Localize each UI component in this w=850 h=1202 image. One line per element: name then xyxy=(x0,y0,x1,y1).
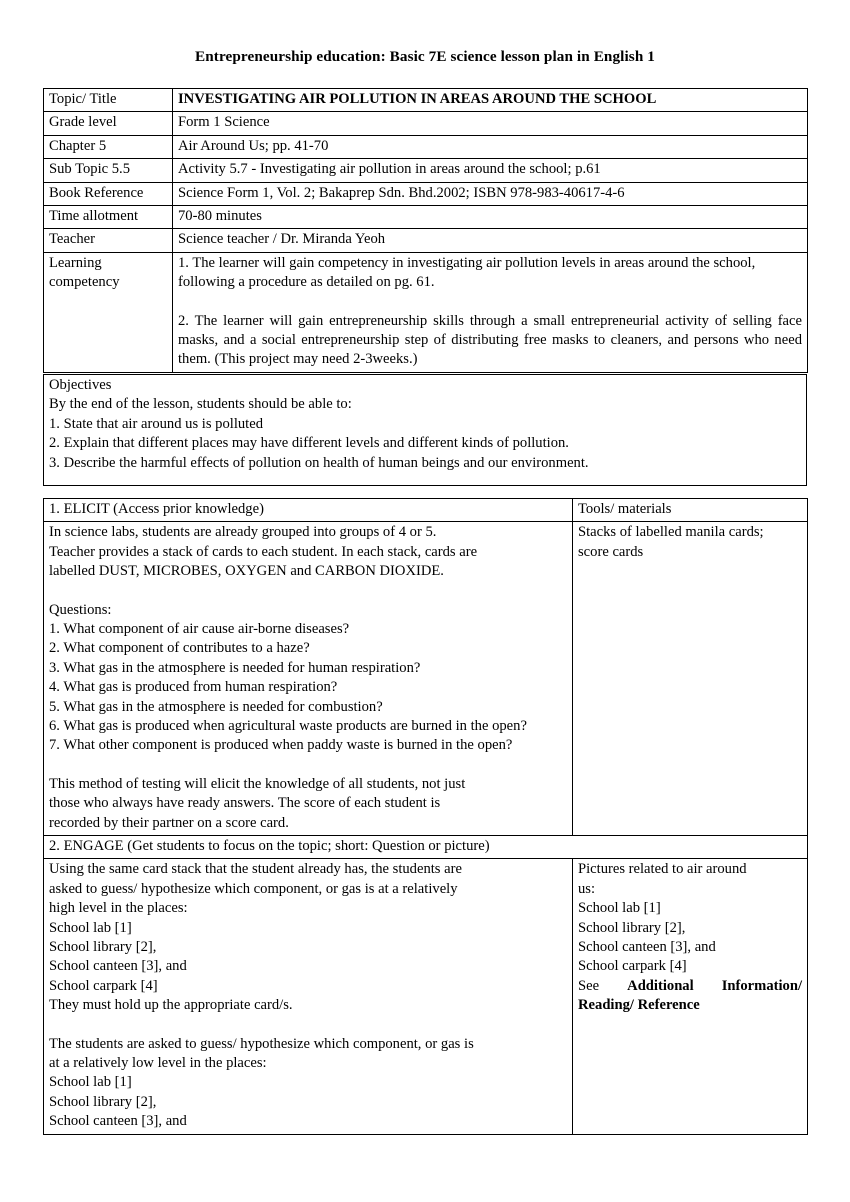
table-row xyxy=(44,135,808,158)
objective-item-2: 2. Explain that different places may have different levels and different kinds of pollution. xyxy=(49,435,569,452)
table-row xyxy=(44,159,808,182)
meta-value-grade-level: Form 1 Science xyxy=(173,112,808,135)
engage-line-hold-cards: They must hold up the appropriate card/s. xyxy=(49,997,293,1014)
meta-label-learning-competency xyxy=(44,252,173,372)
engage-place-low-3: School canteen [3], and xyxy=(49,1113,187,1130)
table-row-elicit-body xyxy=(44,522,808,836)
elicit-question-7: 7. What other component is produced when paddy waste is burned in the open? xyxy=(49,737,513,754)
lesson-metadata-table xyxy=(43,88,808,373)
elicit-closing-line-1: This method of testing will elicit the knowledge of all students, not just xyxy=(49,775,466,792)
elicit-header: 1. ELICIT (Access prior knowledge) xyxy=(44,498,573,521)
engage-line-1: Using the same card stack that the student already has, the students are xyxy=(49,861,462,878)
objectives-cell xyxy=(44,374,807,485)
table-row xyxy=(44,89,808,112)
table-row-learning-competency xyxy=(44,252,808,372)
elicit-content-cell xyxy=(44,522,573,836)
meta-value-chapter: Air Around Us; pp. 41-70 xyxy=(173,135,808,158)
meta-label-book-reference: Book Reference xyxy=(44,182,173,205)
elicit-question-3: 3. What gas in the atmosphere is needed for human respiration? xyxy=(49,659,421,676)
elicit-question-1: 1. What component of air cause air-borne diseases? xyxy=(49,620,350,637)
engage-line-2: asked to guess/ hypothesize which component, or gas is at a relatively xyxy=(49,880,458,897)
engage-line-3: high level in the places: xyxy=(49,900,188,917)
engage-see-reference xyxy=(578,977,802,1016)
paragraph-spacer xyxy=(49,756,567,775)
meta-value-sub-topic: Activity 5.7 - Investigating air pollution in areas around the school; p.61 xyxy=(173,159,808,182)
engage-place-high-3: School canteen [3], and xyxy=(49,958,187,975)
engage-place-low-1: School lab [1] xyxy=(49,1074,132,1091)
elicit-intro-line-1: In science labs, students are already grouped into groups of 4 or 5. xyxy=(49,524,437,541)
elicit-tools-line-2: score cards xyxy=(578,543,644,560)
paragraph-spacer xyxy=(178,293,802,312)
table-row xyxy=(44,206,808,229)
meta-value-teacher: Science teacher / Dr. Miranda Yeoh xyxy=(173,229,808,252)
elicit-tools-header: Tools/ materials xyxy=(573,498,808,521)
table-row xyxy=(44,112,808,135)
meta-label-chapter: Chapter 5 xyxy=(44,135,173,158)
meta-label-time-allotment: Time allotment xyxy=(44,206,173,229)
page-title: Entrepreneurship education: Basic 7E science lesson plan in English 1 xyxy=(195,48,655,65)
engage-header: 2. ENGAGE (Get students to focus on the topic; short: Question or picture) xyxy=(44,836,808,859)
meta-value-book-reference: Science Form 1, Vol. 2; Bakaprep Sdn. Bhd.2002; ISBN 978-983-40617-4-6 xyxy=(173,182,808,205)
learning-competency-label-line-1: Learning xyxy=(49,254,102,271)
engage-tools-line-4: School library [2], xyxy=(578,919,686,936)
meta-label-sub-topic: Sub Topic 5.5 xyxy=(44,159,173,182)
learning-competency-paragraph-2: 2. The learner will gain entrepreneurship skills through a small entrepreneurial activity of selling face masks, and a social entrepreneurship step of distributing free masks to cleaners, and persons who need them. (This project may need 2-3weeks.) xyxy=(178,312,802,368)
engage-place-high-1: School lab [1] xyxy=(49,919,132,936)
engage-place-low-2: School library [2], xyxy=(49,1093,157,1110)
engage-tools-line-3: School lab [1] xyxy=(578,900,661,917)
elicit-question-4: 4. What gas is produced from human respiration? xyxy=(49,679,338,696)
meta-value-topic-title: INVESTIGATING AIR POLLUTION IN AREAS AROUND THE SCHOOL xyxy=(173,89,808,112)
objective-item-1: 1. State that air around us is polluted xyxy=(49,415,264,432)
elicit-tools-cell xyxy=(573,522,808,836)
learning-competency-paragraph-1: 1. The learner will gain competency in investigating air pollution levels in areas around the school, following a procedure as detailed on pg. 61. xyxy=(178,254,756,291)
elicit-question-6: 6. What gas is produced when agricultural waste products are burned in the open? xyxy=(49,717,527,734)
paragraph-spacer xyxy=(49,1016,567,1035)
objectives-intro: By the end of the lesson, students should be able to: xyxy=(49,396,352,413)
engage-place-high-4: School carpark [4] xyxy=(49,977,158,994)
meta-value-learning-competency xyxy=(173,252,808,372)
engage-tools-line-1: Pictures related to air around xyxy=(578,861,747,878)
engage-tools-line-6: School carpark [4] xyxy=(578,958,687,975)
engage-low-line-2: at a relatively low level in the places: xyxy=(49,1055,267,1072)
table-row xyxy=(44,229,808,252)
objective-item-3: 3. Describe the harmful effects of pollution on health of human beings and our environment. xyxy=(49,454,589,471)
table-row-engage-header xyxy=(44,836,808,859)
meta-label-teacher: Teacher xyxy=(44,229,173,252)
engage-tools-line-5: School canteen [3], and xyxy=(578,939,716,956)
elicit-closing-line-2: those who always have ready answers. The score of each student is xyxy=(49,795,441,812)
learning-competency-label-line-2: competency xyxy=(49,274,120,291)
table-row-elicit-header xyxy=(44,498,808,521)
elicit-closing-line-3: recorded by their partner on a score card. xyxy=(49,814,289,831)
table-row xyxy=(44,182,808,205)
objectives-table xyxy=(43,374,807,486)
meta-label-topic-title: Topic/ Title xyxy=(44,89,173,112)
paragraph-spacer xyxy=(49,582,567,601)
meta-label-grade-level: Grade level xyxy=(44,112,173,135)
elicit-tools-line-1: Stacks of labelled manila cards; xyxy=(578,524,764,541)
elicit-question-2: 2. What component of contributes to a haze? xyxy=(49,640,310,657)
see-prefix: See xyxy=(578,977,628,994)
elicit-intro-line-3: labelled DUST, MICROBES, OXYGEN and CARBON DIOXIDE. xyxy=(49,563,444,580)
objectives-heading: Objectives xyxy=(49,376,112,393)
meta-value-time-allotment: 70-80 minutes xyxy=(173,206,808,229)
table-row xyxy=(44,374,807,485)
see-reference-bold: Additional Information/ Reading/ Reference xyxy=(578,977,802,1014)
engage-content-cell xyxy=(44,859,573,1134)
engage-low-line-1: The students are asked to guess/ hypothesize which component, or gas is xyxy=(49,1035,474,1052)
elicit-question-5: 5. What gas in the atmosphere is needed for combustion? xyxy=(49,698,383,715)
engage-place-high-2: School library [2], xyxy=(49,939,157,956)
engage-tools-line-2: us: xyxy=(578,880,596,897)
elicit-intro-line-2: Teacher provides a stack of cards to each student. In each stack, cards are xyxy=(49,543,478,560)
table-row-engage-body xyxy=(44,859,808,1134)
engage-tools-cell xyxy=(573,859,808,1134)
lesson-phases-table xyxy=(43,498,808,1135)
elicit-questions-heading: Questions: xyxy=(49,601,112,618)
